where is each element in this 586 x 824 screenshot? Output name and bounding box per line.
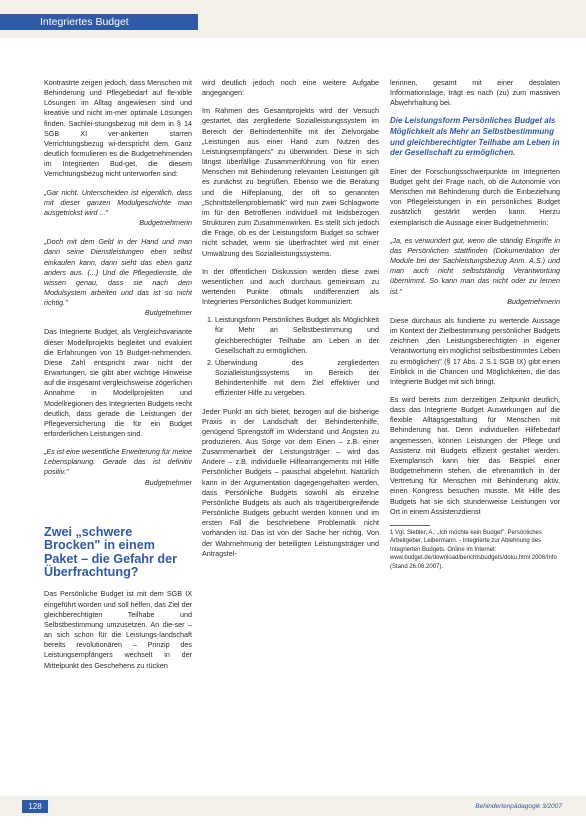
journal-name: Behindertenpädagogik 3/2007 bbox=[475, 803, 562, 810]
quote-text: „Gar nicht. Unterscheiden ist eigentlich, dass mit dieser ganzen Modulgeschichte man ausgetrickst wird ..." bbox=[44, 187, 192, 217]
body-paragraph: In der öffentlichen Diskussion werden diese zwei wesentlichen und auch durchaus gemeinsam zu wertenden Punkte oftmals undifferenziert als Integriertes Persönliches Budget kommuniziert: bbox=[202, 266, 379, 307]
column-1 bbox=[44, 78, 192, 679]
body-paragraph: Das Persönliche Budget ist mit dem SGB IX eingeführt worden und soll helfen, das Ziel der gleichberechtigten Teilhabe und Selbstbestimmung umzusetzen. An die-ser – an sich schon für die Leistungs-landschaft bereits revolutionären – Prinzip des Leistungsempfängers wechselt in der Mittelpunkt des Geschehens zu rücken bbox=[44, 589, 192, 670]
numbered-list bbox=[202, 315, 379, 398]
interview-quote bbox=[44, 188, 192, 229]
subheading: Die Leistungsform Persönliches Budget als Möglichkeit als Mehr an Selbstbestimmung und gleichberechtigter Teilhabe am Leben in der Gesellschaft zu ermöglichen. bbox=[390, 116, 560, 158]
body-paragraph: Im Rahmen des Gesamtprojekts wird der Versuch gestartet, das zergliederte Sozialleistungssystem im Bereich der Behindertenhilfe mit der Zielvorgabe „Leistungen aus einer Hand zum Nutzen des Leistungsempfängers" zu überwinden. Diese in sich längst überfällige Zusammenführung von für einen Menschen mit Behinderung relevanten Leistungen gilt es zunächst zu begrüßen. Ebenso wie die Beratung und die Hilfeplanung, der oft so genannten „Schnittstellenproblematik" wird nun zwei Schlagworte im für den Betroffenen individuell mit leidsbezogen Strukturen zum Zusammenwirken. Es stellt sich jedoch die Frage, ob es der Leistungsform Budget so schwer nicht schadet, wenn sie überfrachtet wird mit einer Umwälzung des Sozialleistungssystems. bbox=[202, 106, 379, 258]
interview-quote bbox=[44, 237, 192, 318]
body-paragraph: Es wird bereits zum derzeitigen Zeitpunkt deutlich, dass das Integrierte Budget Auswirkungen auf die flexible Alltagsgestaltung für Menschen mit Behinderung hat. Denn individuellen Hilfebedarf angemessen, können Leistungen der Pflege und Assistenz mit Budgets effizient gestaltet werden. Exemplarisch kann hier das Beispiel einer Budgetnehmerin stehen, die ehrenamtlich in der Vertretung für Menschen mit Behinderung aktiv, einen Kongress besuchen musste. Mit Hilfe des Budgets hat sie sich stundenweise Leistungen vor Ort in einem Assistenzdienst bbox=[390, 394, 560, 516]
list-item: 1. Leistungsform Persönliches Budget als Möglichkeit für Mehr an Selbstbestimmung und gleichberechtigter Teilhabe am Leben in der Gesellschaft zu ermöglichen. bbox=[215, 315, 379, 356]
body-paragraph: Jeder Punkt an sich bietet, bezogen auf die bisherige Praxis in der Landschaft der Behindertenhilfe, genügend Sprengstoff im Widerstand und Ängsten zu produzieren. Aus Sorge vor dem Einen – z.B. einer Zusammenarbeit der Leistungsträger – wird das Andere – z.B. individuelle Hilfearrangements mit Hilfe Persönlicher Budgets – pauschal abgelehnt. Natürlich kann in der Argumentation dagegengehalten werden, dass Persönliche Budgets sowohl als einzelne Persönliche Budgets als auch als trägerübergreifende Persönliche Budgets gebucht werden können und im ersten Fall die beschriebene Problematik nicht vorhanden ist. Das ist von der Sache her richtig. Von der Wahrnehmung der beteiligten Leistungsträger und Antragstel- bbox=[202, 406, 379, 558]
body-paragraph: Das Integrierte Budget, als Vergleichsvariante dieser Modellprojekts begleitet und evaluiert die Erfahrungen von 15 Budget-nehmenden. Diese Zahl entspricht zwar nicht der Erwartungen, sie gibt aber wichtige Hinweise auf die insgesamt vergleichsweise zögerlichen Annahme in Modellprojekten und Modellregionen des Integrierten Budgets recht deutlich, dass gerade die Leistungen der Pflegeversicherung die für ein Budget erforderlichen Leistungen sind. bbox=[44, 327, 192, 438]
footnote: 1 Vgl. Siebler, A.: „Ich möchte kein Budget". Persönliches Arbeitgeber, Leibermann. - Integrierte zur Ablehnung des Integrierten Budgets. Online im Internet: www.budget.de/download/berichtsbudgets/doku.html 2008/Info (Stand 26.06.2007). bbox=[390, 529, 557, 570]
section-heading: Zwei „schwere Brocken" in einem Paket – die Gefahr der Überfrachtung? bbox=[44, 524, 177, 579]
body-paragraph: lerinnen, gesamt mit einer desolaten Informationslage, trägt es nach (zu) zum massiven Abwehrhaltung bei. bbox=[390, 78, 560, 108]
section-title: Integriertes Budget bbox=[0, 14, 198, 30]
body-paragraph: wird deutlich jedoch noch eine weitere Aufgabe angegangen: bbox=[202, 78, 379, 98]
quote-source: Budgetnehmer bbox=[144, 477, 192, 487]
column-3 bbox=[390, 78, 560, 571]
body-paragraph: Diese durchaus als fundierte zu wertende Aussage im Kontext der Zielbestimmung persönlicher Budgets zeichnen „den Leistungsberechtigten in eigener Verantwortung ein möglichst selbstbestimmtes Leben zu ermöglichen" (§ 17 Abs. 2 S.1 SGB IX) gibt einen Einblick in die Chancen und Möglichkeiten, die das Integrierte Budget mit sich bringt. bbox=[390, 315, 560, 386]
quote-source: Budgetnehmerin bbox=[139, 218, 192, 228]
interview-quote bbox=[44, 447, 192, 488]
quote-source: Budgetnehmerin bbox=[507, 296, 560, 306]
column-2 bbox=[202, 78, 379, 567]
quote-text: „Doch mit dem Geld in der Hand und man dann seine Dienstleistungen eben selbst einkaufen kann, dann sieht das eben ganz anders aus. (...) Und die Pflegedienste, die wissen genau, dass sie nach dem Modulsystem arbeiten und das ist so nicht richtig." bbox=[44, 237, 192, 308]
interview-quote bbox=[390, 236, 560, 307]
footnote-divider bbox=[390, 525, 430, 526]
body-paragraph: Einer der Forschungsschwerpunkte im Integrierten Budget geht der Frage nach, ob die Autonomie von Menschen mit Behinderung durch die Einbeziehung von Pflegeleistungen in ein persönliches Budget zusätzlich gestärkt werden kann. Hierzu exemplarisch die Aussage einer Budgetnehmerin: bbox=[390, 166, 560, 227]
quote-text: „Ja, es verwundert gut, wenn die ständig Eingriffe in das Persönlichen stattfinden (Dokumentation der Module bei der Sachleistungsbezug Anm. A.S.) und man auch nicht selbstständig Verantwortung übernimmt. So kann man das nicht oder zu lernen ist." bbox=[390, 235, 560, 296]
page-number: 128 bbox=[22, 800, 48, 813]
list-item: 2. Überwindung des zergliederten Sozialleistungssystems im Bereich der Behindertenhilfe mit dem Ziel effektiver und effizienter Hilfe zu vergeben. bbox=[215, 358, 379, 399]
quote-source: Budgetnehmer bbox=[144, 308, 192, 318]
body-paragraph: Kontrastrte zeigen jedoch, dass Menschen mit Behinderung und Pflegebedarf auf fle-xible Lösungen im Alltag angewiesen sind und kreative und nicht im-mer optimale Lösungen finden. Sachlei-stungsbezug mit dem in § 14 SGB XI ver-ankerten starren Verrichtungsbezug wi-derspricht dem. Ganz deutlich formulieren es die Budgetnehmenden im Integrierten Bud-get, die diesem Verrichtungsbezug nicht unterworfen sind: bbox=[44, 78, 192, 179]
quote-text: „Es ist eine wesentliche Erweiterung für meine Lebensplanung. Gerade das ist definitiv positiv." bbox=[44, 447, 192, 477]
